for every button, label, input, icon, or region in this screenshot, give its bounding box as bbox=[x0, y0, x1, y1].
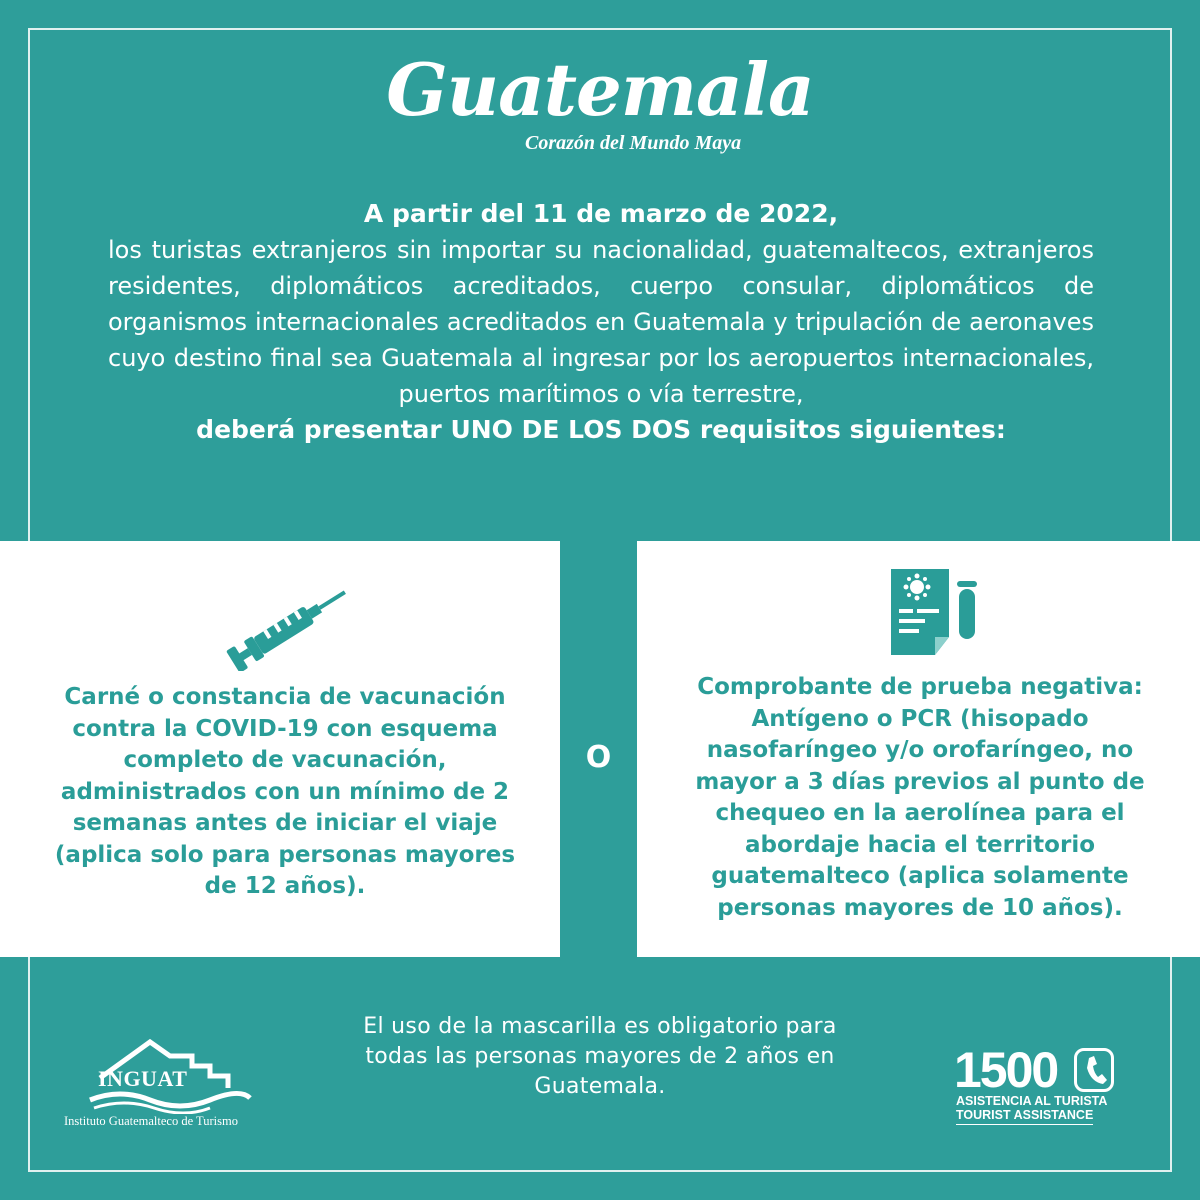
vaccination-card bbox=[0, 541, 560, 957]
test-text: Comprobante de prueba negativa: Antígeno o PCR (hisopado nasofaríngeo y/o orofaríngeo, no mayor a 3 días previos al punto de chequeo en la aerolínea para el abordaje hacia el territorio guatemalteco (aplica solamente personas mayores de 10 años). bbox=[695, 674, 1145, 921]
assist-number: 1500 bbox=[954, 1042, 1058, 1098]
or-separator: O bbox=[585, 740, 612, 775]
assist-label-en: TOURIST ASSISTANCE bbox=[956, 1108, 1093, 1125]
intro-lead: A partir del 11 de marzo de 2022, bbox=[363, 199, 839, 228]
vaccination-text: Carné o constancia de vacunación contra la COVID-19 con esquema completo de vacunación, administrados con un mínimo de 2 semanas antes de iniciar el viaje (aplica solo para personas mayores de 12 años). bbox=[54, 684, 516, 899]
intro-body: los turistas extranjeros sin importar su nacionalidad, guatemaltecos, extranjeros residentes, diplomáticos acreditados, cuerpo consular, diplomáticos de organismos internacionales acreditados en Guatemala y tripulación de aeronaves cuyo destino final sea Guatemala al ingresar por los aeropuertos internacionales, puertos marítimos o vía terrestre, bbox=[108, 236, 1094, 408]
tourist-assistance bbox=[952, 1042, 1122, 1132]
intro-requirement: deberá presentar UNO DE LOS DOS requisitos siguientes: bbox=[196, 415, 1006, 444]
brand-subtitle: Corazón del Mundo Maya bbox=[525, 132, 742, 154]
mask-notice: El uso de la mascarilla es obligatorio para todas las personas mayores de 2 años en Guatemala. bbox=[363, 1014, 837, 1099]
inguat-name: Instituto Guatemalteco de Turismo bbox=[64, 1114, 238, 1128]
inguat-wordmark: INGUAT bbox=[98, 1066, 188, 1091]
phone-icon bbox=[1074, 1048, 1114, 1092]
brand-title: Guatemala bbox=[386, 47, 814, 132]
intro-section bbox=[108, 196, 1094, 448]
syringe-icon bbox=[220, 581, 354, 671]
test-card bbox=[637, 541, 1200, 957]
inguat-logo bbox=[60, 1038, 280, 1134]
test-document-icon bbox=[887, 567, 983, 659]
assist-label-es: ASISTENCIA AL TURISTA bbox=[956, 1094, 1108, 1108]
brand-logo bbox=[0, 47, 1200, 154]
